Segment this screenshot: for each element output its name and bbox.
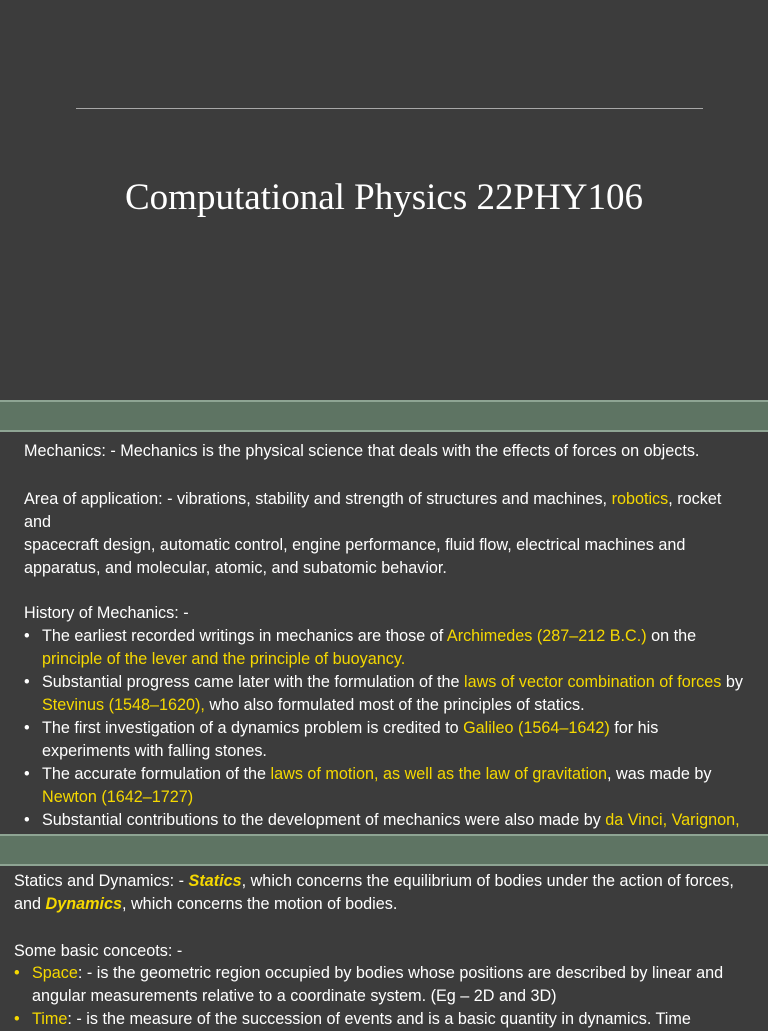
dynamics-term: Dynamics <box>45 895 122 913</box>
history-bullet-item <box>24 717 748 763</box>
bullet-marker: • <box>14 1010 20 1028</box>
concept-bullet-item <box>14 1008 746 1031</box>
bullet-marker: • <box>24 811 30 829</box>
concept-term: Space <box>32 964 78 982</box>
statics-dynamics-slide <box>0 866 768 1028</box>
statics-dynamics-definition <box>14 870 746 916</box>
statics-suffix: , which concerns the motion of bodies. <box>122 895 398 913</box>
history-text: The earliest recorded writings in mechanics are those of <box>42 627 447 645</box>
history-text: for his experiments with falling stones. <box>42 719 659 760</box>
statics-mid: , which concerns the equilibrium of bodies under the action of forces, and <box>14 872 734 913</box>
history-bullet-item <box>24 763 748 809</box>
concept-term: Time <box>32 1010 68 1028</box>
statics-term: Statics <box>188 872 242 890</box>
slide-title: Computational Physics 22PHY106 <box>124 177 644 218</box>
slide-separator-band-2 <box>0 834 768 866</box>
bullet-marker: • <box>24 673 30 691</box>
concept-description: : - is the measure of the succession of events and is a basic quantity in dynamics. Time <box>67 1010 691 1028</box>
statics-prefix: Statics and Dynamics: - <box>14 872 189 890</box>
history-text: Substantial contributions to the development of mechanics were also made by <box>42 811 606 829</box>
bullet-marker: • <box>14 964 20 982</box>
concept-bullet-item <box>14 962 746 1008</box>
area-of-application <box>24 488 752 580</box>
history-bullet-item <box>24 671 748 717</box>
concept-description: : - is the geometric region occupied by bodies whose positions are described by linear and angular measurements relative to a coordinate system. (Eg – 2D and 3D) <box>32 964 724 1005</box>
history-text: who also formulated most of the principles of statics. <box>204 696 585 714</box>
history-highlight-text: Newton (1642–1727) <box>42 788 194 806</box>
history-list <box>24 625 748 855</box>
history-heading: History of Mechanics: - <box>24 604 189 622</box>
history-highlight-text: Archimedes (287–212 B.C.) <box>446 627 647 645</box>
history-text: Substantial progress came later with the formulation of the <box>42 673 464 691</box>
history-highlight-text: da Vinci, Varignon, <box>605 811 740 829</box>
concepts-heading: Some basic conceots: - <box>14 942 183 960</box>
bullet-marker: • <box>24 719 30 737</box>
area-line2: spacecraft design, automatic control, engine performance, fluid flow, electrical machines and apparatus, and molecular, atomic, and subatomic behavior. <box>24 536 686 577</box>
history-highlight-text: principle of the lever and the principle of buoyancy. <box>42 650 406 668</box>
bullet-marker: • <box>24 765 30 783</box>
title-slide <box>0 0 768 400</box>
area-suffix: , rocket and <box>24 490 722 531</box>
history-highlight-text: Stevinus (1548–1620), <box>42 696 205 714</box>
slide-separator-band <box>0 400 768 432</box>
history-bullet-item <box>24 625 748 671</box>
history-highlight-text: laws of vector combination of forces <box>464 673 722 691</box>
title-rule <box>76 108 703 109</box>
history-text: on the <box>646 627 697 645</box>
history-text: , was made by <box>607 765 712 783</box>
history-highlight-text: Galileo (1564–1642) <box>463 719 610 737</box>
bullet-marker: • <box>24 627 30 645</box>
history-text: The first investigation of a dynamics problem is credited to <box>42 719 464 737</box>
history-text: by <box>721 673 743 691</box>
history-text: The accurate formulation of the <box>42 765 271 783</box>
mechanics-slide <box>0 432 768 836</box>
mechanics-definition: Mechanics: - Mechanics is the physical science that deals with the effects of forces on objects. <box>24 442 700 460</box>
history-highlight-text: laws of motion, as well as the law of gravitation <box>270 765 608 783</box>
area-prefix: Area of application: - vibrations, stability and strength of structures and machines, <box>24 490 612 508</box>
concepts-list <box>14 962 746 1031</box>
area-highlight-robotics: robotics <box>611 490 669 508</box>
